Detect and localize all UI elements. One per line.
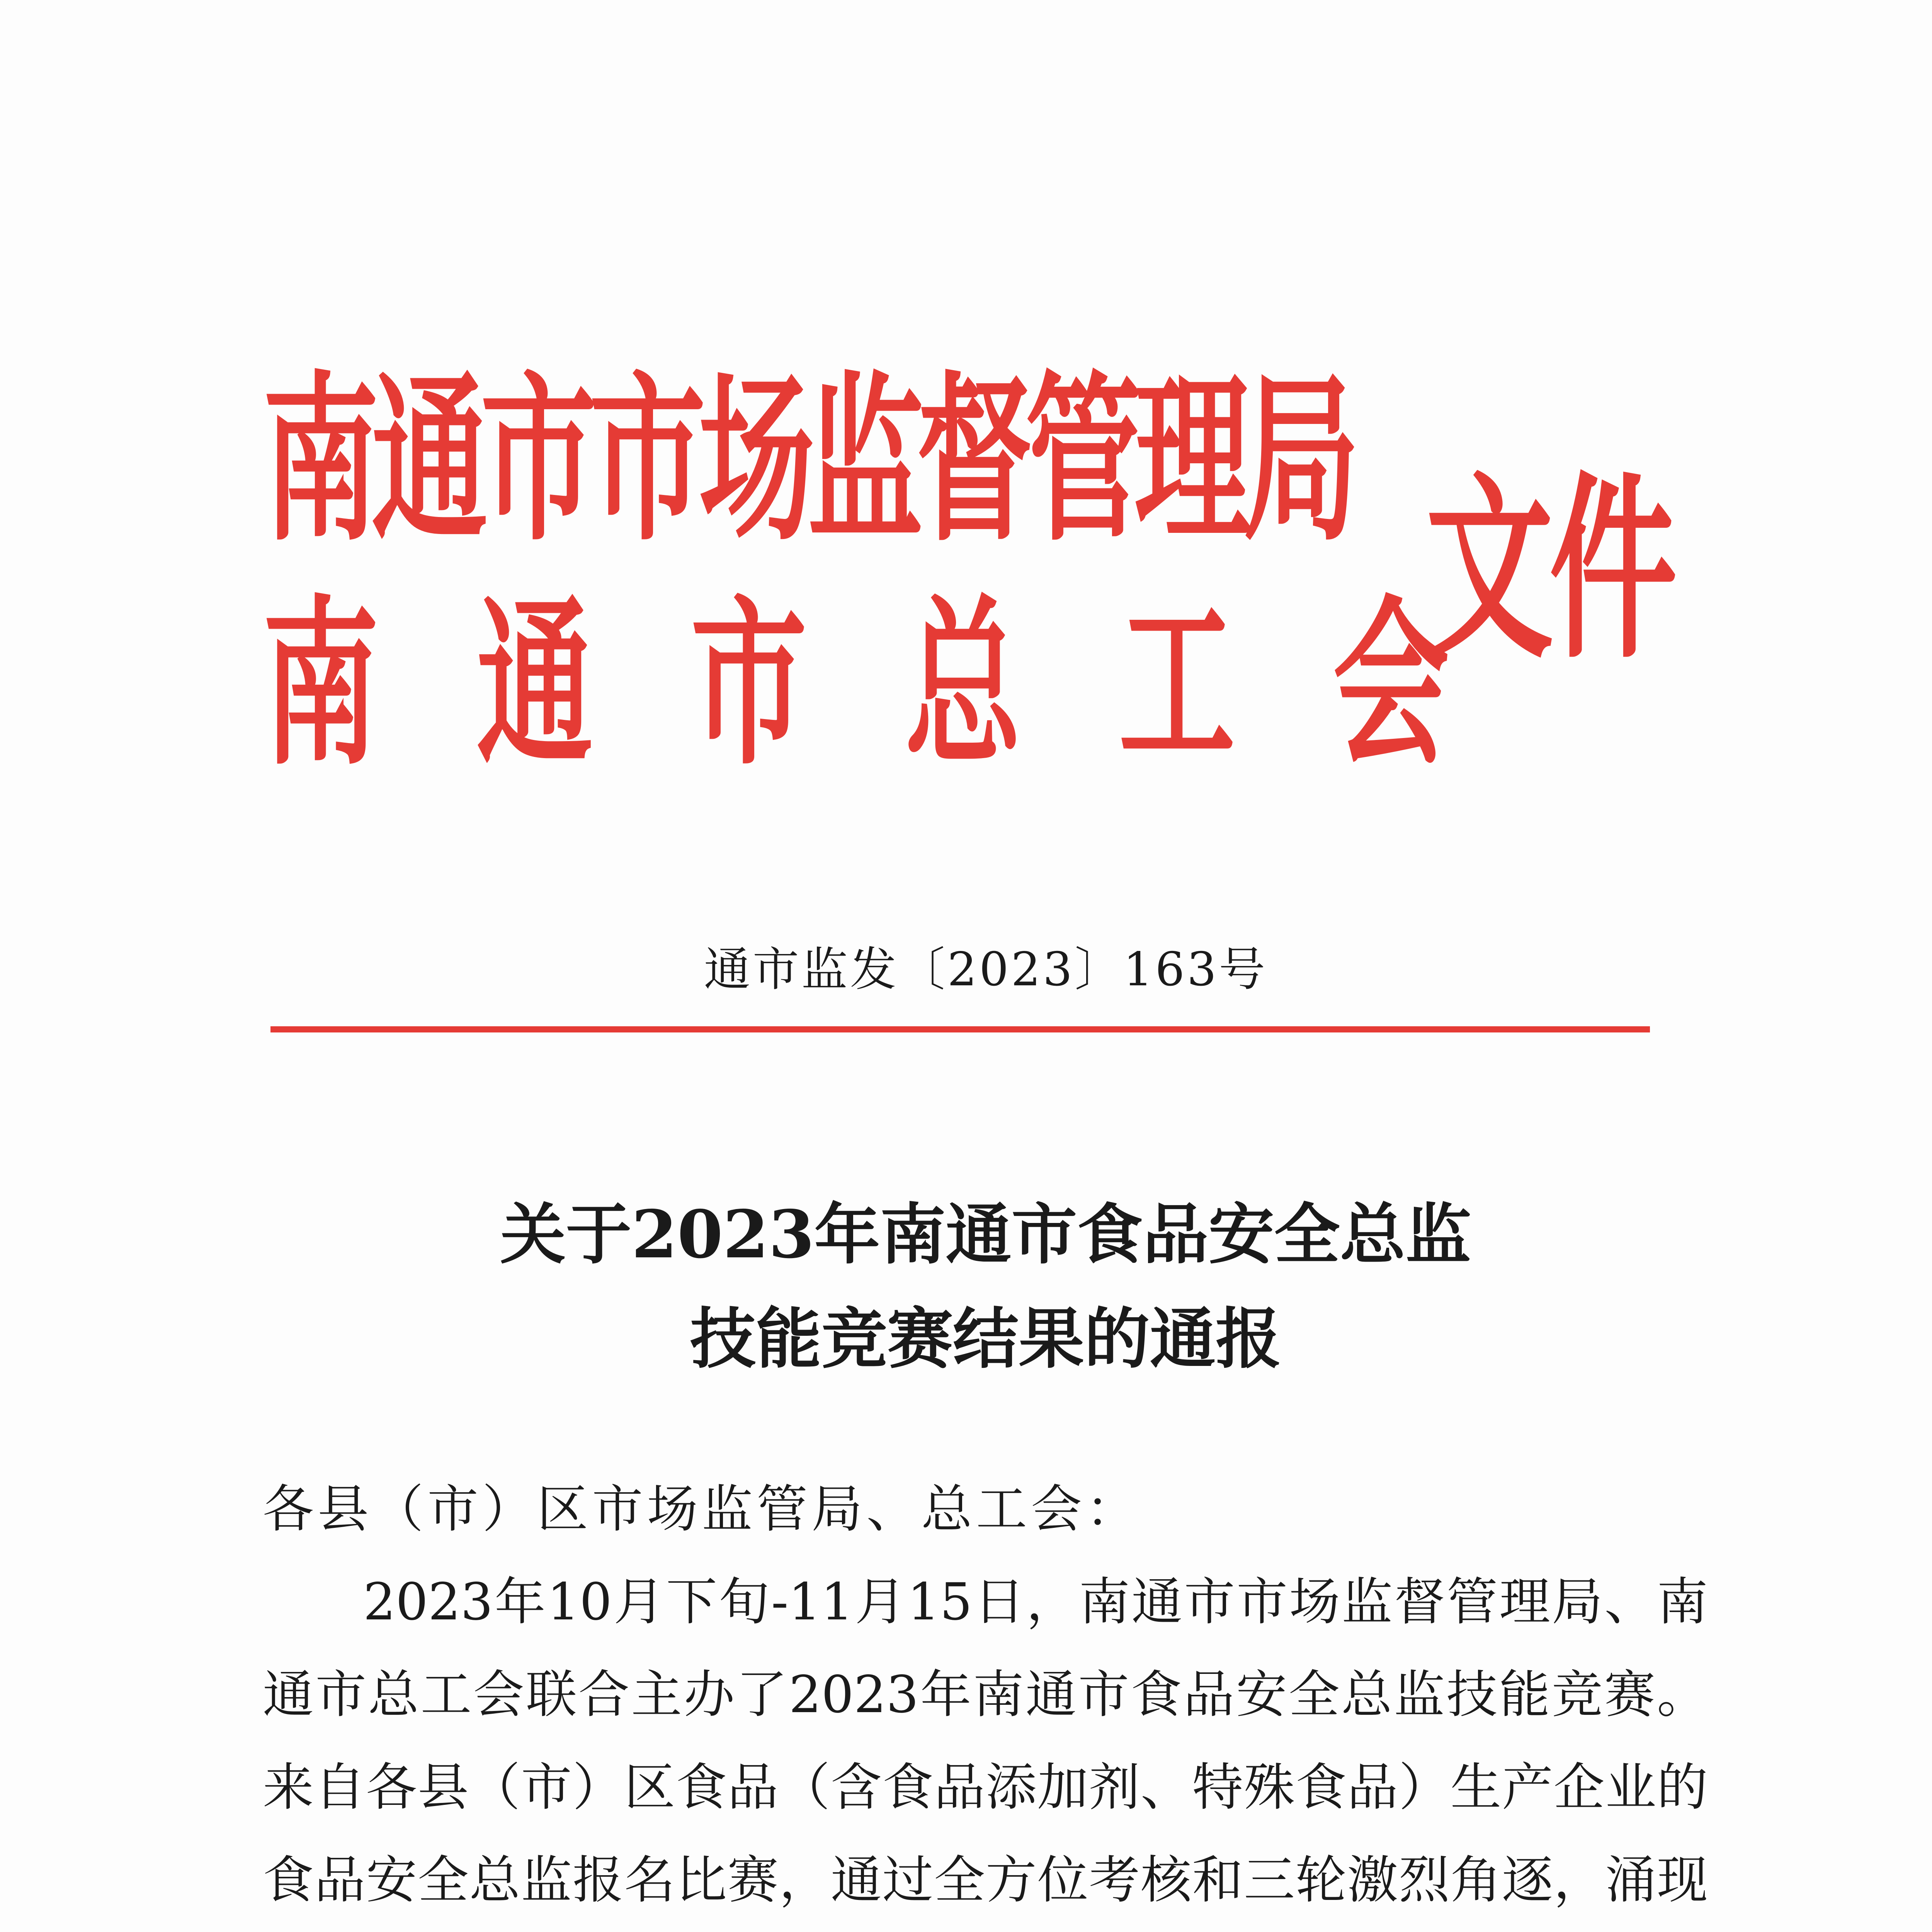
body-line-1: 2023年10月下旬-11月15日，南通市市场监督管理局、南 — [363, 1572, 1708, 1632]
issuer-line-1: 南通市市场监督管理局 — [263, 356, 1352, 565]
salutation: 各县（市）区市场监管局、总工会： — [263, 1480, 1141, 1539]
document-type-label: 文件 — [1426, 455, 1673, 685]
body-line-2: 通市总工会联合主办了2023年南通市食品安全总监技能竞赛。 — [263, 1665, 1708, 1725]
document-title-line-2: 技能竞赛结果的通报 — [690, 1300, 1281, 1378]
document-number: 通市监发〔2023〕163号 — [704, 943, 1268, 997]
issuer-line-2: 南通市总工会 — [263, 580, 1547, 789]
document-title-line-1: 关于2023年南通市食品安全总监 — [500, 1196, 1471, 1273]
red-divider-line — [270, 1026, 1650, 1032]
body-line-3: 来自各县（市）区食品（含食品添加剂、特殊食品）生产企业的 — [263, 1758, 1708, 1817]
body-line-4: 食品安全总监报名比赛，通过全方位考核和三轮激烈角逐，涌现 — [263, 1850, 1708, 1910]
